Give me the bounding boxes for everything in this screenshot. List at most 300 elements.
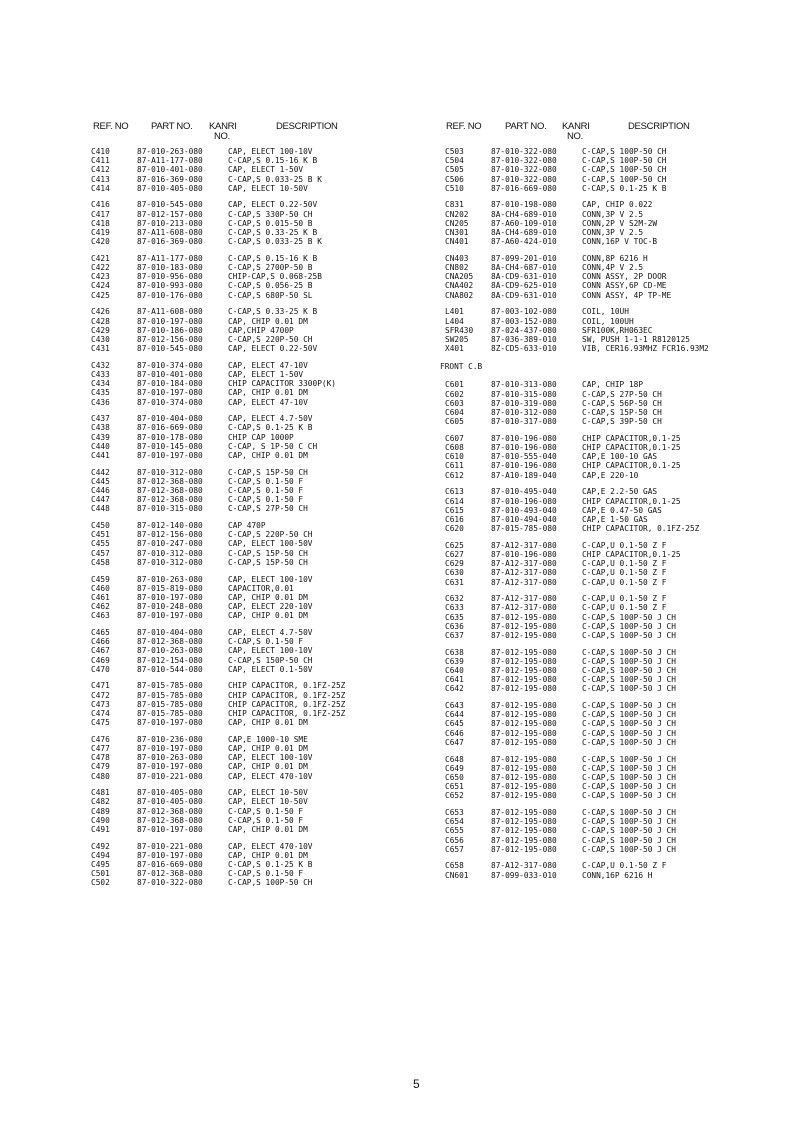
part-no: 87-010-176-080 [137,290,203,300]
description: CAP, ELECT 470-10V [228,841,313,851]
ref-no: C438 [91,423,110,433]
ref-no: C447 [91,495,110,505]
ref-no: C442 [91,467,110,477]
description: CHIP CAP 1000P [228,432,294,442]
part-no: 87-A12-317-080 [491,577,557,587]
ref-no: SW205 [445,334,469,344]
ref-no: C604 [445,408,464,417]
ref-no: C653 [445,807,464,817]
part-no: 8A-CD9-631-010 [491,272,557,282]
ref-no: C642 [445,684,464,694]
part-no: 87-012-195-080 [491,817,557,827]
description: CAP, CHIP 0.01 DM [228,592,308,602]
description: C-CAP,S 0.033-25 B K [228,237,322,247]
ref-no: C490 [91,815,110,825]
part-no: 87-015-819-080 [137,583,203,593]
description: CAP,E 220-10 [582,470,639,480]
ref-no: C641 [445,675,464,685]
description: CAP, ELECT 4.7-50V [228,627,313,637]
description: C-CAP, S 1P-50 C CH [228,441,318,451]
part-no: 87-A11-177-080 [137,156,203,166]
ref-no: C614 [445,496,464,506]
ref-no: C656 [445,835,464,845]
description: CAP, ELECT 10-50V [228,788,308,798]
description: C-CAP,U 0.1-50 Z F [582,568,667,578]
part-no: 87-010-197-080 [137,744,203,753]
ref-no: C502 [91,878,110,888]
section-heading-row [440,362,483,372]
part-no: 87-010-263-080 [137,753,203,763]
ref-no: C418 [91,218,110,228]
ref-no: C610 [445,452,464,462]
description: C-CAP,S 150P-50 CH [228,655,313,665]
ref-no: CNA402 [445,281,474,291]
description: C-CAP,S 0.1-50 F [228,495,304,505]
description: CAP, ELECT 0.1-50V [228,664,313,674]
ref-no: C476 [91,734,110,744]
part-no: 87-010-196-080 [491,549,557,559]
part-no: 87-010-196-080 [491,443,557,453]
description: C-CAP,S 0.1-25 K B [228,423,313,433]
part-no: 87-A12-317-080 [491,594,557,604]
description: C-CAP,S 0.15-16 K B [228,156,318,166]
part-no: 87-012-195-080 [491,835,557,845]
ref-no: C435 [91,388,110,398]
description: CAP, ELECT 100-50V [228,539,313,549]
part-no: 87-012-368-080 [137,486,203,495]
part-no: 87-012-195-080 [491,684,557,694]
description: CHIP CAPACITOR, 0.1FZ-25Z [228,708,346,718]
ref-no: C633 [445,603,464,613]
description: CAP,E 0.47-50 GAS [582,505,662,515]
part-no: 87-010-197-080 [137,592,203,602]
description: CAP, CHIP 0.01 DM [228,850,308,860]
description: C-CAP,S 0.33-25 K B [228,228,318,237]
part-no: 87-010-545-080 [137,200,203,210]
ref-no: C479 [91,762,110,772]
ref-no: C652 [445,791,464,801]
description: C-CAP,U 0.1-50 Z F [582,594,667,604]
description: CAP, ELECT 10-50V [228,183,308,193]
description: C-CAP,S 27P-50 CH [582,389,662,399]
description: CHIP CAPACITOR,0.1-25 [582,496,681,506]
part-no: 87-010-319-080 [491,398,557,408]
description: C-CAP,S 100P-50 J CH [582,772,676,782]
ref-no: C505 [445,165,464,175]
part-no: 87-010-312-080 [137,548,203,558]
description: CAP, ELECT 220-10V [228,602,313,612]
ref-no: C602 [445,389,464,399]
part-no: 87-010-197-080 [137,316,203,326]
description: CAP, ELECT 0.22-50V [228,200,318,210]
description: CHIP CAPACITOR,0.1-25 [582,433,681,443]
description: C-CAP,S 15P-50 CH [228,548,308,558]
part-no: 87-012-195-080 [491,675,557,685]
ref-no: C473 [91,699,110,709]
part-no: 87-A12-317-080 [491,540,557,550]
ref-no: C611 [445,461,464,471]
ref-no: C625 [445,540,464,550]
description: C-CAP,S 100P-50 J CH [582,630,676,640]
part-no: 87-012-195-080 [491,666,557,675]
description: C-CAP,S 220P-50 CH [228,530,313,540]
description: CONN ASSY,6P CD-ME [582,281,667,291]
description: C-CAP,S 0.033-25 B K [228,174,322,184]
description: CAP, ELECT 100-10V [228,646,313,656]
ref-no: C615 [445,505,464,515]
ref-no: C603 [445,398,464,408]
description: C-CAP,U 0.1-50 Z F [582,559,667,569]
description: C-CAP,S 15P-50 CH [228,467,308,477]
ref-no: C457 [91,548,110,558]
ref-no: C632 [445,594,464,604]
ref-no: C434 [91,379,110,389]
ref-no: C501 [91,869,110,879]
description: CHIP CAPACITOR,0.1-25 [582,443,681,453]
part-no: 87-012-195-080 [491,807,557,817]
ref-no: C620 [445,524,464,534]
ref-no: C445 [91,476,110,486]
part-no: 87-016-369-080 [137,237,203,247]
part-no: 87-010-322-080 [491,156,557,166]
description: C-CAP,S 0.015-50 B [228,218,313,228]
part-no: 87-012-195-080 [491,772,557,782]
description: C-CAP,S 0.1-50 F [228,806,304,816]
part-no: 87-010-404-080 [137,627,203,637]
ref-no: CN601 [445,870,469,880]
ref-no: C472 [91,690,110,700]
ref-no: C461 [91,592,110,602]
part-no: 87-010-145-080 [137,441,203,451]
description: CAP, ELECT 100-10V [228,753,313,763]
ref-no: C655 [445,826,464,836]
ref-no: C458 [91,557,110,567]
part-no: 87-010-374-080 [137,397,203,407]
description: COIL, 100UH [582,316,634,326]
part-no: 87-010-312-080 [137,557,203,567]
ref-no: C433 [91,369,110,379]
part-no: 87-010-956-080 [137,272,203,282]
ref-no: C470 [91,664,110,674]
description: C-CAP,S 100P-50 CH [582,174,667,184]
ref-no: C441 [91,450,110,460]
ref-no: C440 [91,441,110,451]
part-no: 87-010-248-080 [137,602,203,612]
ref-no: CN205 [445,218,469,228]
part-no: 87-012-195-080 [491,719,557,729]
ref-no: C426 [91,307,110,317]
ref-no: C422 [91,263,110,273]
ref-no: C631 [445,577,464,587]
description: C-CAP,S 0.1-50 F [228,815,304,825]
ref-no: C465 [91,627,110,637]
ref-no: C831 [445,200,464,210]
part-no: 87-010-184-080 [137,379,203,389]
description: COIL, 10UH [582,307,629,317]
description: C-CAP,S 0.056-25 B [228,281,313,291]
header-description-right: DESCRIPTION [628,121,690,132]
part-no: 87-A12-317-080 [491,568,557,578]
description: CONN ASSY, 4P TP-ME [582,290,672,300]
ref-no: C413 [91,174,110,184]
ref-no: C463 [91,611,110,621]
ref-no: C429 [91,325,110,335]
part-no: 87-A12-317-080 [491,861,557,871]
part-no: 8A-CD9-631-010 [491,290,557,300]
ref-no: C432 [91,360,110,370]
ref-no: C640 [445,666,464,675]
part-no: 87-012-195-080 [491,647,557,657]
part-no: 87-010-186-080 [137,325,203,335]
ref-no: C658 [445,861,464,871]
description: CHIP CAPACITOR,0.1-25 [582,549,681,559]
ref-no: C504 [445,156,464,166]
description: C-CAP,S 100P-50 J CH [582,763,676,773]
description: C-CAP,S 27P-50 CH [228,504,308,514]
description: CHIP CAPACITOR,0.1-25 [582,461,681,471]
ref-no: C489 [91,806,110,816]
part-no: 87-010-247-080 [137,539,203,549]
description: C-CAP,S 0.15-16 K B [228,253,318,263]
part-no: 87-015-785-080 [137,681,203,691]
ref-no: L404 [445,316,464,326]
description: C-CAP,S 680P-50 SL [228,290,313,300]
part-no: 87-010-405-080 [137,797,203,807]
ref-no: C639 [445,656,464,666]
description: CAP, CHIP 0.01 DM [228,450,308,460]
ref-no: CN301 [445,228,469,237]
part-no: 87-012-195-080 [491,612,557,622]
ref-no: CN401 [445,237,469,247]
header-kanri-right: KANRI [562,121,590,132]
description: C-CAP,S 100P-50 J CH [582,719,676,729]
ref-no: C482 [91,797,110,807]
description: C-CAP,S 0.1-50 F [228,476,304,486]
part-no: 8A-CD9-625-010 [491,281,557,291]
part-no: 87-016-369-080 [137,174,203,184]
ref-no: C414 [91,183,110,193]
part-no: 87-099-201-010 [491,253,557,263]
description: CONN,2P V S2M-2W [582,218,658,228]
ref-no: C478 [91,753,110,763]
description: C-CAP,S 100P-50 J CH [582,701,676,711]
description: C-CAP,S 100P-50 CH [582,156,667,166]
description: C-CAP,S 330P-50 CH [228,209,313,219]
part-no: 87-024-437-080 [491,325,557,335]
description: CAP, CHIP 18P [582,380,644,390]
description: CHIP CAPACITOR, 0.1FZ-25Z [582,524,700,534]
ref-no: C491 [91,825,110,834]
description: C-CAP,S 100P-50 J CH [582,844,676,854]
ref-no: X401 [445,344,464,354]
description: C-CAP,S 100P-50 J CH [582,612,676,622]
ref-no: L401 [445,307,464,317]
ref-no: C492 [91,841,110,851]
part-no: 87-012-156-080 [137,334,203,344]
ref-no: C506 [445,174,464,184]
part-no: 87-010-197-080 [137,718,203,728]
ref-no: C448 [91,504,110,514]
part-no: 87-099-033-010 [491,870,557,880]
part-no: 87-012-140-080 [137,521,203,531]
description: CAP,E 1000-10 SME [228,734,308,744]
ref-no: C450 [91,521,110,531]
description: C-CAP,S 0.1-25 K B [228,860,313,870]
description: C-CAP,S 100P-50 CH [582,147,667,156]
description: C-CAP,S 56P-50 CH [582,398,662,408]
part-no: 87-016-669-080 [137,860,203,870]
description: C-CAP,S 100P-50 J CH [582,656,676,666]
part-no: 87-012-368-080 [137,806,203,816]
ref-no: C474 [91,708,110,718]
ref-no: C466 [91,637,110,647]
description: C-CAP,U 0.1-50 Z F [582,603,667,613]
header-kanri-no-left: NO. [214,131,230,142]
description: C-CAP,S 100P-50 CH [228,878,313,888]
part-no: 87-010-221-080 [137,841,203,851]
description: CAP,E 100-10 GAS [582,452,658,462]
ref-no: C650 [445,772,464,782]
part-no: 87-010-313-080 [491,380,557,390]
part-no: 87-010-312-080 [491,408,557,417]
part-no: 87-012-368-080 [137,476,203,486]
description: CAP, ELECT 47-10V [228,397,308,407]
part-no: 87-010-322-080 [491,174,557,184]
ref-no: C469 [91,655,110,665]
description: CONN,4P V 2.5 [582,263,644,273]
description: C-CAP,S 220P-50 CH [228,334,313,344]
page-number: 5 [413,1077,420,1091]
part-no: 87-010-544-080 [137,664,203,674]
ref-no: C629 [445,559,464,569]
part-no: 87-010-494-040 [491,514,557,524]
ref-no: C477 [91,744,110,753]
description: C-CAP,S 100P-50 J CH [582,817,676,827]
description: SFR100K,RH063EC [582,325,653,335]
part-no: 87-A11-608-080 [137,307,203,317]
part-no: 87-003-152-080 [491,316,557,326]
header-ref-no-left: REF. NO [93,121,129,132]
ref-no: C607 [445,433,464,443]
ref-no: C648 [445,754,464,764]
description: CAP,E 2.2-50 GAS [582,487,658,497]
part-no: 87-012-195-080 [491,621,557,631]
part-no: 87-012-195-080 [491,754,557,764]
ref-no: C451 [91,530,110,540]
part-no: 87-010-401-080 [137,369,203,379]
part-no: 87-010-183-080 [137,263,203,273]
part-no: 87-012-154-080 [137,655,203,665]
part-no: 87-010-322-080 [491,147,557,156]
part-no: 87-010-545-080 [137,344,203,354]
description: C-CAP,S 0.1-50 F [228,486,304,495]
ref-no: C462 [91,602,110,612]
ref-no: C608 [445,443,464,453]
ref-no: C460 [91,583,110,593]
ref-no: C446 [91,486,110,495]
description: CAP 470P [228,521,266,531]
ref-no: C471 [91,681,110,691]
ref-no: C636 [445,621,464,631]
description: CAP, CHIP 0.01 DM [228,744,308,753]
ref-no: C654 [445,817,464,827]
ref-no: C481 [91,788,110,798]
header-kanri-no-right: NO. [567,131,583,142]
description: C-CAP,S 100P-50 J CH [582,684,676,694]
part-no: 87-010-374-080 [137,360,203,370]
part-no: 87-010-198-080 [491,200,557,210]
part-no: 87-010-197-080 [137,611,203,621]
part-no: 87-012-368-080 [137,869,203,879]
part-no: 87-A60-109-010 [491,218,557,228]
description: CAP, CHIP 0.01 DM [228,388,308,398]
part-no: 8A-CH4-689-010 [491,209,557,219]
ref-no: C439 [91,432,110,442]
part-no: 87-036-389-010 [491,334,557,344]
description: C-CAP,S 100P-50 J CH [582,621,676,631]
description: CAP, CHIP 0.01 DM [228,762,308,772]
ref-no: C425 [91,290,110,300]
part-no: 87-010-236-080 [137,734,203,744]
part-no: 8A-CH4-687-010 [491,263,557,273]
description: C-CAP,S 100P-50 J CH [582,737,676,747]
part-no: 87-012-195-080 [491,630,557,640]
description: C-CAP,S 0.1-50 F [228,869,304,879]
description: CAP, ELECT 10-50V [228,797,308,807]
description: CHIP CAPACITOR, 0.1FZ-25Z [228,699,346,709]
part-no: 87-012-195-080 [491,826,557,836]
ref-no: C436 [91,397,110,407]
description: C-CAP,S 15P-50 CH [582,408,662,417]
ref-no: C419 [91,228,110,237]
description: C-CAP,S 39P-50 CH [582,417,662,427]
description: C-CAP,S 100P-50 CH [582,165,667,175]
part-no: 87-A60-424-010 [491,237,557,247]
ref-no: C616 [445,514,464,524]
part-no: 87-010-221-080 [137,771,203,781]
description: CONN,3P V 2.5 [582,228,644,237]
ref-no: C649 [445,763,464,773]
ref-no: C646 [445,728,464,738]
ref-no: C645 [445,719,464,729]
description: C-CAP,S 0.1-50 F [228,637,304,647]
description: CAP, ELECT 4.7-50V [228,414,313,424]
part-no: 87-012-195-080 [491,656,557,666]
ref-no: C417 [91,209,110,219]
ref-no: C494 [91,850,110,860]
part-no: 87-012-368-080 [137,495,203,505]
ref-no: C424 [91,281,110,291]
description: CAP, CHIP 0.01 DM [228,825,308,834]
ref-no: C503 [445,147,464,156]
ref-no: C430 [91,334,110,344]
part-no: 87-012-157-080 [137,209,203,219]
ref-no: C630 [445,568,464,578]
part-no: 87-010-213-080 [137,218,203,228]
ref-no: C657 [445,844,464,854]
ref-no: CN403 [445,253,469,263]
header-ref-no-right: REF. NO [446,121,482,132]
ref-no: C437 [91,414,110,424]
ref-no: C480 [91,771,110,781]
description: CONN,16P V TOC-B [582,237,658,247]
part-no: 87-010-493-040 [491,505,557,515]
part-no: 87-010-196-080 [491,461,557,471]
description: C-CAP,S 100P-50 J CH [582,728,676,738]
description: C-CAP,S 100P-50 J CH [582,675,676,685]
part-no: 87-010-401-080 [137,165,203,175]
description: CONN,3P V 2.5 [582,209,644,219]
